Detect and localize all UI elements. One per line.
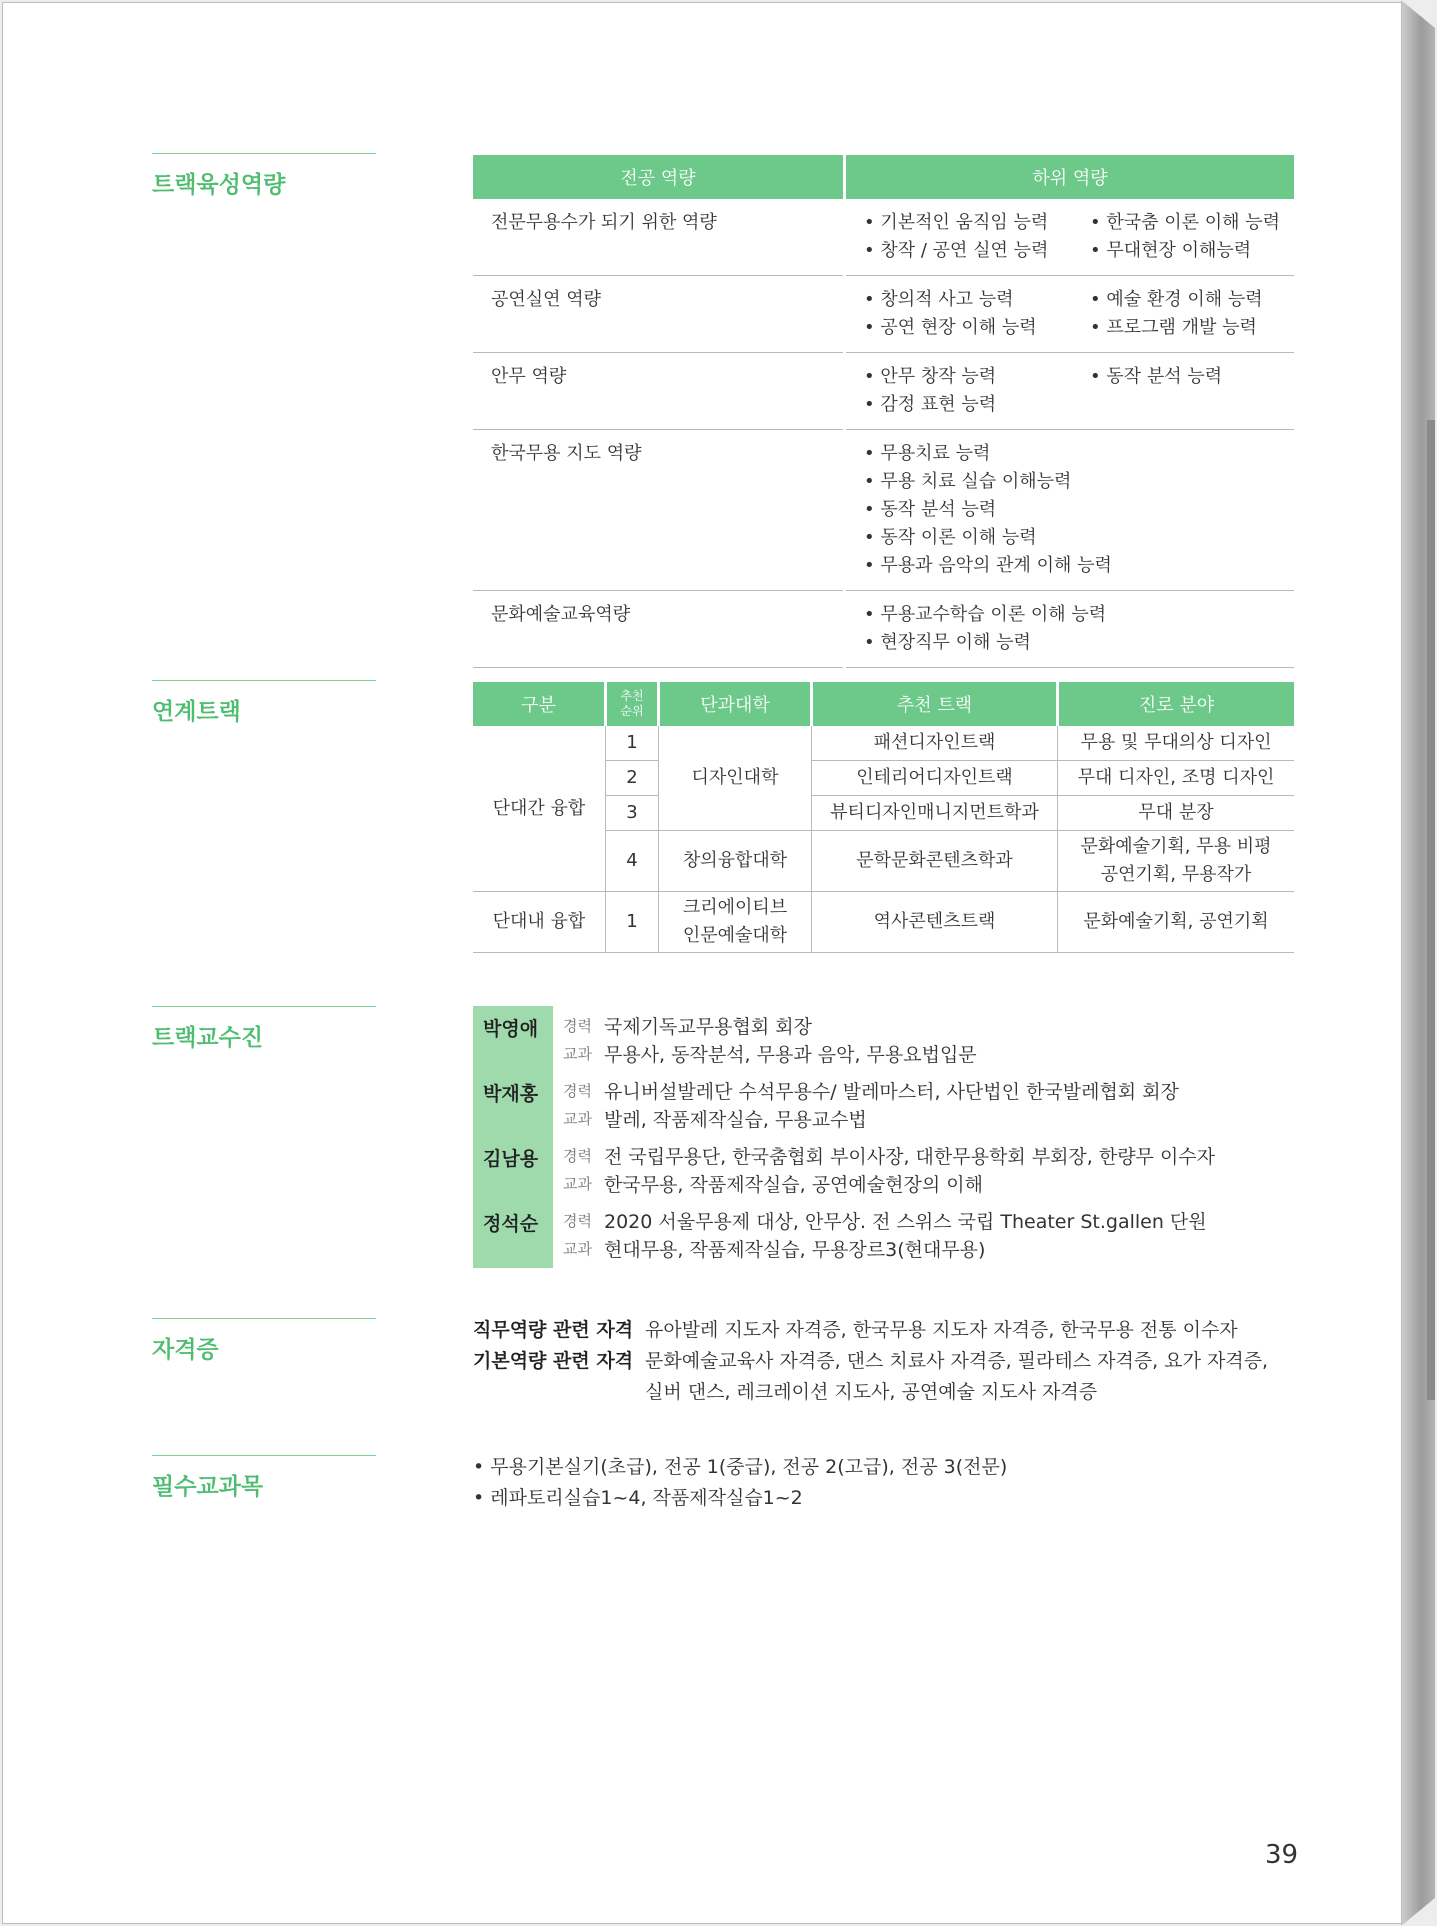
document-page bbox=[2, 2, 1402, 1924]
list-item bbox=[473, 1315, 1268, 1346]
major-cell: 전문무용수가 되기 위한 역량 bbox=[473, 199, 845, 276]
certificate-list bbox=[473, 1315, 1268, 1408]
track-cell: 뷰티디자인매니지먼트학과 bbox=[812, 796, 1058, 831]
list-item: • 기본적인 움직임 능력 bbox=[864, 212, 1049, 233]
list-item: • 무용교수학습 이론 이해 능력 bbox=[864, 604, 1107, 625]
certificate-value: 유아발레 지도자 자격증, 한국무용 지도자 자격증, 한국무용 전통 이수자 bbox=[645, 1319, 1238, 1341]
certificate-value: 실버 댄스, 레크레이션 지도사, 공연예술 지도사 자격증 bbox=[645, 1381, 1098, 1403]
required-course-list bbox=[473, 1452, 1007, 1514]
certificate-key: 기본역량 관련 자격 bbox=[473, 1350, 634, 1372]
list-item: • 동작 이론 이해 능력 bbox=[864, 527, 1037, 548]
category-cell: 단대내 융합 bbox=[473, 892, 606, 953]
course-text: 한국무용, 작품제작실습, 공연예술현장의 이해 bbox=[604, 1174, 983, 1196]
list-item: • 예술 환경 이해 능력 bbox=[1090, 289, 1263, 310]
rank-cell: 2 bbox=[606, 761, 659, 796]
header-college: 단과대학 bbox=[659, 682, 812, 726]
career-text: 국제기독교무용협회 회장 bbox=[604, 1016, 812, 1038]
section-title-certificate: 자격증 bbox=[152, 1318, 376, 1364]
header-track: 추천 트랙 bbox=[812, 682, 1058, 726]
faculty-name: 박영애 bbox=[483, 1018, 539, 1040]
header-major: 전공 역량 bbox=[473, 155, 845, 199]
section-title-faculty: 트랙교수진 bbox=[152, 1006, 376, 1052]
rank-cell: 1 bbox=[606, 892, 659, 953]
linked-track-table bbox=[473, 682, 1294, 953]
course-text: 현대무용, 작품제작실습, 무용장르3(현대무용) bbox=[604, 1239, 986, 1261]
table-row bbox=[473, 591, 1294, 668]
course-text: 무용사, 동작분석, 무용과 음악, 무용요법입문 bbox=[604, 1044, 977, 1066]
list-item: • 한국춤 이론 이해 능력 bbox=[1090, 212, 1280, 233]
table-row bbox=[473, 892, 1294, 953]
sub-cell bbox=[845, 591, 1295, 668]
list-item: • 무대현장 이해능력 bbox=[1090, 240, 1252, 261]
list-item: • 현장직무 이해 능력 bbox=[864, 632, 1031, 653]
major-cell: 안무 역량 bbox=[473, 353, 845, 430]
section-title-linked: 연계트랙 bbox=[152, 680, 376, 726]
table-row bbox=[473, 276, 1294, 353]
sub-cell bbox=[845, 430, 1295, 591]
faculty-name: 박재홍 bbox=[483, 1083, 539, 1105]
track-cell: 인테리어디자인트랙 bbox=[812, 761, 1058, 796]
table-row bbox=[473, 199, 1294, 276]
table-row bbox=[473, 726, 1294, 761]
header-category: 구분 bbox=[473, 682, 606, 726]
sub-cell bbox=[845, 199, 1295, 276]
faculty-name: 정석순 bbox=[483, 1213, 539, 1235]
certificate-value: 문화예술교육사 자격증, 댄스 치료사 자격증, 필라테스 자격증, 요가 자격증, bbox=[645, 1350, 1269, 1372]
college-cell: 크리에이티브 인문예술대학 bbox=[659, 892, 812, 953]
career-label: 경력 bbox=[563, 1017, 592, 1035]
header-rank: 추천 순위 bbox=[606, 682, 659, 726]
course-label: 교과 bbox=[563, 1110, 592, 1128]
track-cell: 문학문화콘텐츠학과 bbox=[812, 831, 1058, 892]
table-row bbox=[473, 430, 1294, 591]
list-item bbox=[473, 1346, 1268, 1377]
rank-cell: 4 bbox=[606, 831, 659, 892]
list-item: • 공연 현장 이해 능력 bbox=[864, 317, 1037, 338]
major-cell: 문화예술교육역량 bbox=[473, 591, 845, 668]
career-cell: 무대 디자인, 조명 디자인 bbox=[1058, 761, 1295, 796]
certificate-key: 직무역량 관련 자격 bbox=[473, 1319, 634, 1341]
track-cell: 역사콘텐츠트랙 bbox=[812, 892, 1058, 953]
track-cell: 패션디자인트랙 bbox=[812, 726, 1058, 761]
section-title-required: 필수교과목 bbox=[152, 1455, 376, 1501]
list-item: • 창작 / 공연 실연 능력 bbox=[864, 240, 1049, 261]
career-label: 경력 bbox=[563, 1212, 592, 1230]
faculty-name: 김남용 bbox=[483, 1148, 539, 1170]
career-text: 유니버설발레단 수석무용수/ 발레마스터, 사단법인 한국발레협회 회장 bbox=[604, 1081, 1179, 1103]
career-cell: 문화예술기획, 무용 비평 공연기획, 무용작가 bbox=[1058, 831, 1295, 892]
career-label: 경력 bbox=[563, 1147, 592, 1165]
header-career: 진로 분야 bbox=[1058, 682, 1295, 726]
career-cell: 무용 및 무대의상 디자인 bbox=[1058, 726, 1295, 761]
course-label: 교과 bbox=[563, 1045, 592, 1063]
list-item: • 안무 창작 능력 bbox=[864, 366, 997, 387]
header-sub: 하위 역량 bbox=[845, 155, 1295, 199]
career-label: 경력 bbox=[563, 1082, 592, 1100]
rank-cell: 1 bbox=[606, 726, 659, 761]
list-item: • 무용치료 능력 bbox=[864, 443, 991, 464]
table-row bbox=[473, 353, 1294, 430]
career-cell: 문화예술기획, 공연기획 bbox=[1058, 892, 1295, 953]
career-text: 2020 서울무용제 대상, 안무상. 전 스위스 국립 Theater St.gallen 단원 bbox=[604, 1211, 1207, 1233]
list-item: • 감정 표현 능력 bbox=[864, 394, 997, 415]
list-item: • 창의적 사고 능력 bbox=[864, 289, 1014, 310]
list-item: • 동작 분석 능력 bbox=[1090, 366, 1223, 387]
course-label: 교과 bbox=[563, 1175, 592, 1193]
category-cell: 단대간 융합 bbox=[473, 726, 606, 892]
list-item: • 무용 치료 실습 이해능력 bbox=[864, 471, 1072, 492]
rank-cell: 3 bbox=[606, 796, 659, 831]
major-cell: 한국무용 지도 역량 bbox=[473, 430, 845, 591]
list-item: • 레파토리실습1~4, 작품제작실습1~2 bbox=[473, 1487, 803, 1509]
course-label: 교과 bbox=[563, 1240, 592, 1258]
college-cell: 창의융합대학 bbox=[659, 831, 812, 892]
major-cell: 공연실연 역량 bbox=[473, 276, 845, 353]
sub-cell bbox=[845, 276, 1295, 353]
list-item: • 프로그램 개발 능력 bbox=[1090, 317, 1257, 338]
list-item: • 동작 분석 능력 bbox=[864, 499, 997, 520]
list-item: • 무용기본실기(초급), 전공 1(중급), 전공 2(고급), 전공 3(전문) bbox=[473, 1456, 1008, 1478]
sub-cell bbox=[845, 353, 1295, 430]
page-number: 39 bbox=[1265, 1840, 1299, 1870]
competency-table bbox=[473, 155, 1294, 668]
career-text: 전 국립무용단, 한국춤협회 부이사장, 대한무용학회 부회장, 한량무 이수자 bbox=[604, 1146, 1216, 1168]
page-edge-strip bbox=[1427, 420, 1435, 1400]
section-title-competency: 트랙육성역량 bbox=[152, 153, 376, 199]
career-cell: 무대 분장 bbox=[1058, 796, 1295, 831]
list-item: • 무용과 음악의 관계 이해 능력 bbox=[864, 555, 1112, 576]
course-text: 발레, 작품제작실습, 무용교수법 bbox=[604, 1109, 867, 1131]
college-cell: 디자인대학 bbox=[659, 726, 812, 831]
